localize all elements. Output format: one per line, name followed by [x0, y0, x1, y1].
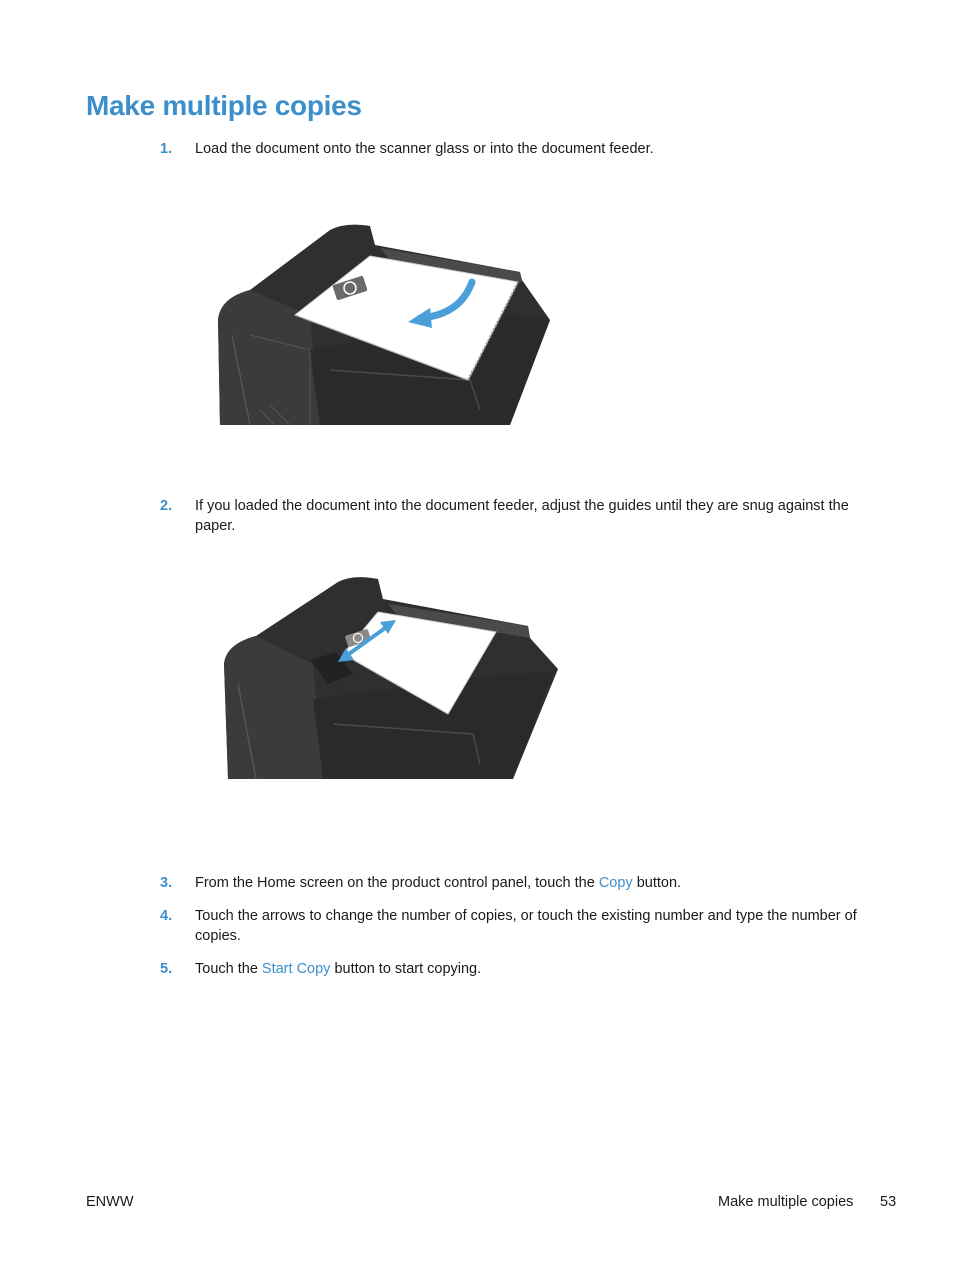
footer-section-title: Make multiple copies — [718, 1194, 854, 1210]
step-number: 5. — [160, 961, 173, 977]
printer-paper-guides-illustration — [218, 574, 568, 784]
start-copy-button-reference[interactable]: Start Copy — [261, 961, 331, 977]
step-text: If you loaded the document into the document feeder, adjust the guides until they are snug against the paper. — [195, 498, 849, 534]
step-text — [195, 873, 885, 893]
copy-button-reference[interactable]: Copy — [598, 875, 633, 891]
step-text-after: button to start copying. — [330, 961, 482, 977]
step-text-before: From the Home screen on the product control panel, touch the — [195, 875, 599, 891]
step-text-before: Touch the — [195, 961, 262, 977]
footer-left: ENWW — [86, 1194, 134, 1210]
step-number: 2. — [160, 498, 173, 514]
step-text: Load the document onto the scanner glass or into the document feeder. — [195, 141, 654, 157]
step-text-after: button. — [632, 875, 682, 891]
page-number: 53 — [880, 1194, 897, 1210]
step-text — [195, 959, 885, 979]
step-text: Touch the arrows to change the number of copies, or touch the existing number and type the number of copies. — [195, 908, 857, 944]
step-number: 3. — [160, 875, 173, 891]
step-number: 4. — [160, 908, 173, 924]
printer-document-feeder-illustration — [210, 220, 560, 430]
page-title: Make multiple copies — [86, 90, 362, 121]
step-number: 1. — [160, 141, 173, 157]
